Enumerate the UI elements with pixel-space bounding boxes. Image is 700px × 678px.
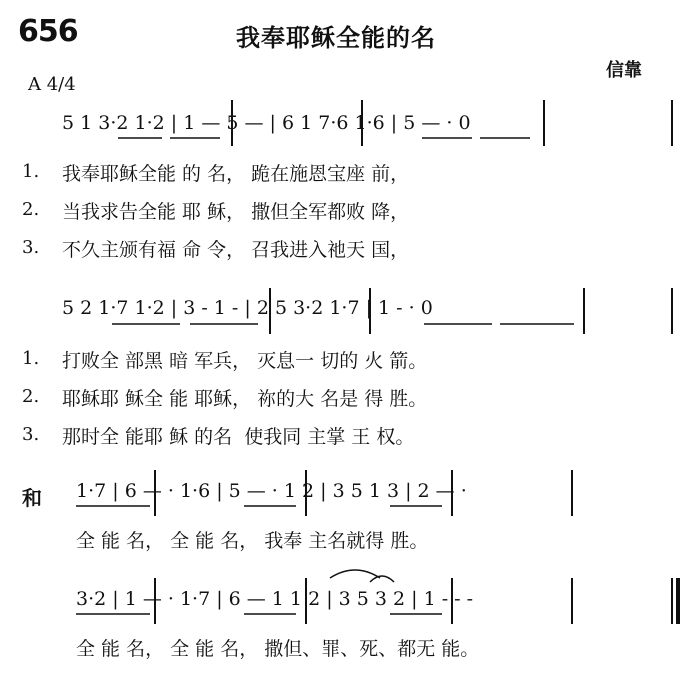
chorus-label: 和: [22, 486, 42, 510]
verse-number: 2.: [22, 386, 40, 407]
lyric-line: 全 能 名， 全 能 名， 我奉 主名就得 胜。: [76, 530, 429, 552]
lyric-line: 耶稣耶 稣全 能 耶稣， 祢的大 名是 得 胜。: [62, 388, 428, 410]
lyric-line: 当我求告全能 耶 稣， 撒但全军都败 降，: [62, 201, 410, 223]
hymn-author: 信靠: [606, 60, 642, 81]
lyric-line: 打败全 部黑 暗 军兵， 灭息一 切的 火 箭。: [62, 350, 428, 372]
notation-line-2: 5 2 1·7 1·2 | 3 - 1 - | 2 5 3·2 1·7 | 1 - · 0: [62, 297, 433, 319]
lyric-line: 我奉耶稣全能 的 名， 跪在施恩宝座 前，: [62, 163, 410, 185]
notation-line-4: 3·2 | 1 — · 1·7 | 6 — 1 1 2 | 3 5 3 2 | 1 - - -: [76, 588, 474, 610]
verse-number: 3.: [22, 237, 40, 258]
lyric-line: 不久主颁有福 命 令， 召我进入祂天 国，: [62, 239, 410, 261]
lyric-line: 那时全 能耶 稣 的名 使我同 主掌 王 权。: [62, 426, 415, 448]
verse-number: 1.: [22, 161, 40, 182]
hymn-number: 656: [18, 14, 78, 49]
fermata: [370, 576, 394, 582]
key-time-signature: A 4/4: [28, 74, 76, 95]
hymn-title: 我奉耶稣全能的名: [236, 24, 436, 52]
verse-number: 1.: [22, 348, 40, 369]
verse-number: 3.: [22, 424, 40, 445]
lyric-line: 全 能 名， 全 能 名， 撒但、罪、死、都无 能。: [76, 638, 480, 660]
notation-line-3: 1·7 | 6 — · 1·6 | 5 — · 1 2 | 3 5 1 3 | 2 — ·: [76, 480, 467, 502]
verse-number: 2.: [22, 199, 40, 220]
notation-line-1: 5 1 3·2 1·2 | 1 — 5 — | 6 1 7·6 1·6 | 5 — · 0: [62, 112, 471, 134]
slur: [330, 570, 380, 578]
